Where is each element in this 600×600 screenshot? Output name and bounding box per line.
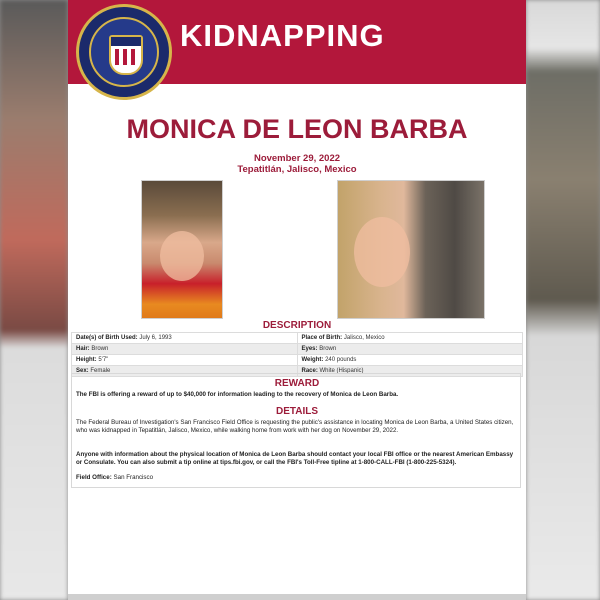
reward-text: The FBI is offering a reward of up to $40,000 for information leading to the recovery of Monica de Leon Barba. [76,391,399,398]
table-row [72,344,523,355]
subject-name: MONICA DE LEON BARBA [126,114,468,144]
details-heading: DETAILS [275,406,319,417]
field-office [76,474,520,482]
description-heading: DESCRIPTION [262,320,332,331]
field-value: July 6, 1993 [139,335,172,341]
field-office-value: San Francisco [113,474,154,481]
description-table [71,332,523,377]
field-office-label: Field Office: [76,474,112,481]
field-label: Place of Birth: [301,335,343,341]
appeal-text: Anyone with information about the physical location of Monica de Leon Barba should contact your local FBI office or the nearest American Embassy or Consulate. You can also submit a tip online at tips.fbi.gov, or call the FBI's Toll-Free tipline at 1-800-CALL-FBI (1-800-225-5324). [76,451,514,467]
fbi-seal-icon [76,4,172,100]
field-value: Female [90,368,111,374]
seal-shield [109,35,143,75]
table-row [72,333,523,344]
field-value: 240 pounds [325,357,357,363]
table-row [72,355,523,366]
reward-heading: REWARD [274,378,320,389]
poster-bottom-edge [68,594,526,600]
field-value: White (Hispanic) [319,368,364,374]
event-place: Tepatitlán, Jalisco, Mexico [237,164,357,175]
blurred-background-right [526,0,600,600]
field-label: Weight: [301,357,324,363]
subject-photo-1 [141,180,223,319]
table-cell [72,333,298,344]
wanted-poster [68,0,526,600]
table-cell [72,355,298,366]
field-label: Hair: [76,346,90,352]
field-label: Race: [301,368,318,374]
field-value: Brown [91,346,109,352]
blurred-background-left [0,0,68,600]
event-date: November 29, 2022 [253,153,341,164]
field-label: Eyes: [301,346,318,352]
table-cell [297,333,523,344]
field-value: Jalisco, Mexico [343,335,385,341]
table-cell [297,344,523,355]
details-text: The Federal Bureau of Investigation's San Francisco Field Office is requesting the public's assistance in locating Monica de Leon Barba, a United States citizen, who was kidnapped in Tepatitlán, Jalisco, Mexico, while walking home from work with her dog on November 29, 2022. [76,419,514,435]
field-label: Height: [76,357,97,363]
field-value: Brown [319,346,337,352]
poster-title: KIDNAPPING [180,18,385,53]
subject-photo-2 [337,180,485,319]
photo-face-area [354,217,410,287]
table-cell [297,355,523,366]
field-value: 5'7" [98,357,109,363]
photo-face-area [160,231,204,281]
field-label: Date(s) of Birth Used: [76,335,138,341]
table-cell [72,344,298,355]
field-label: Sex: [76,368,89,374]
